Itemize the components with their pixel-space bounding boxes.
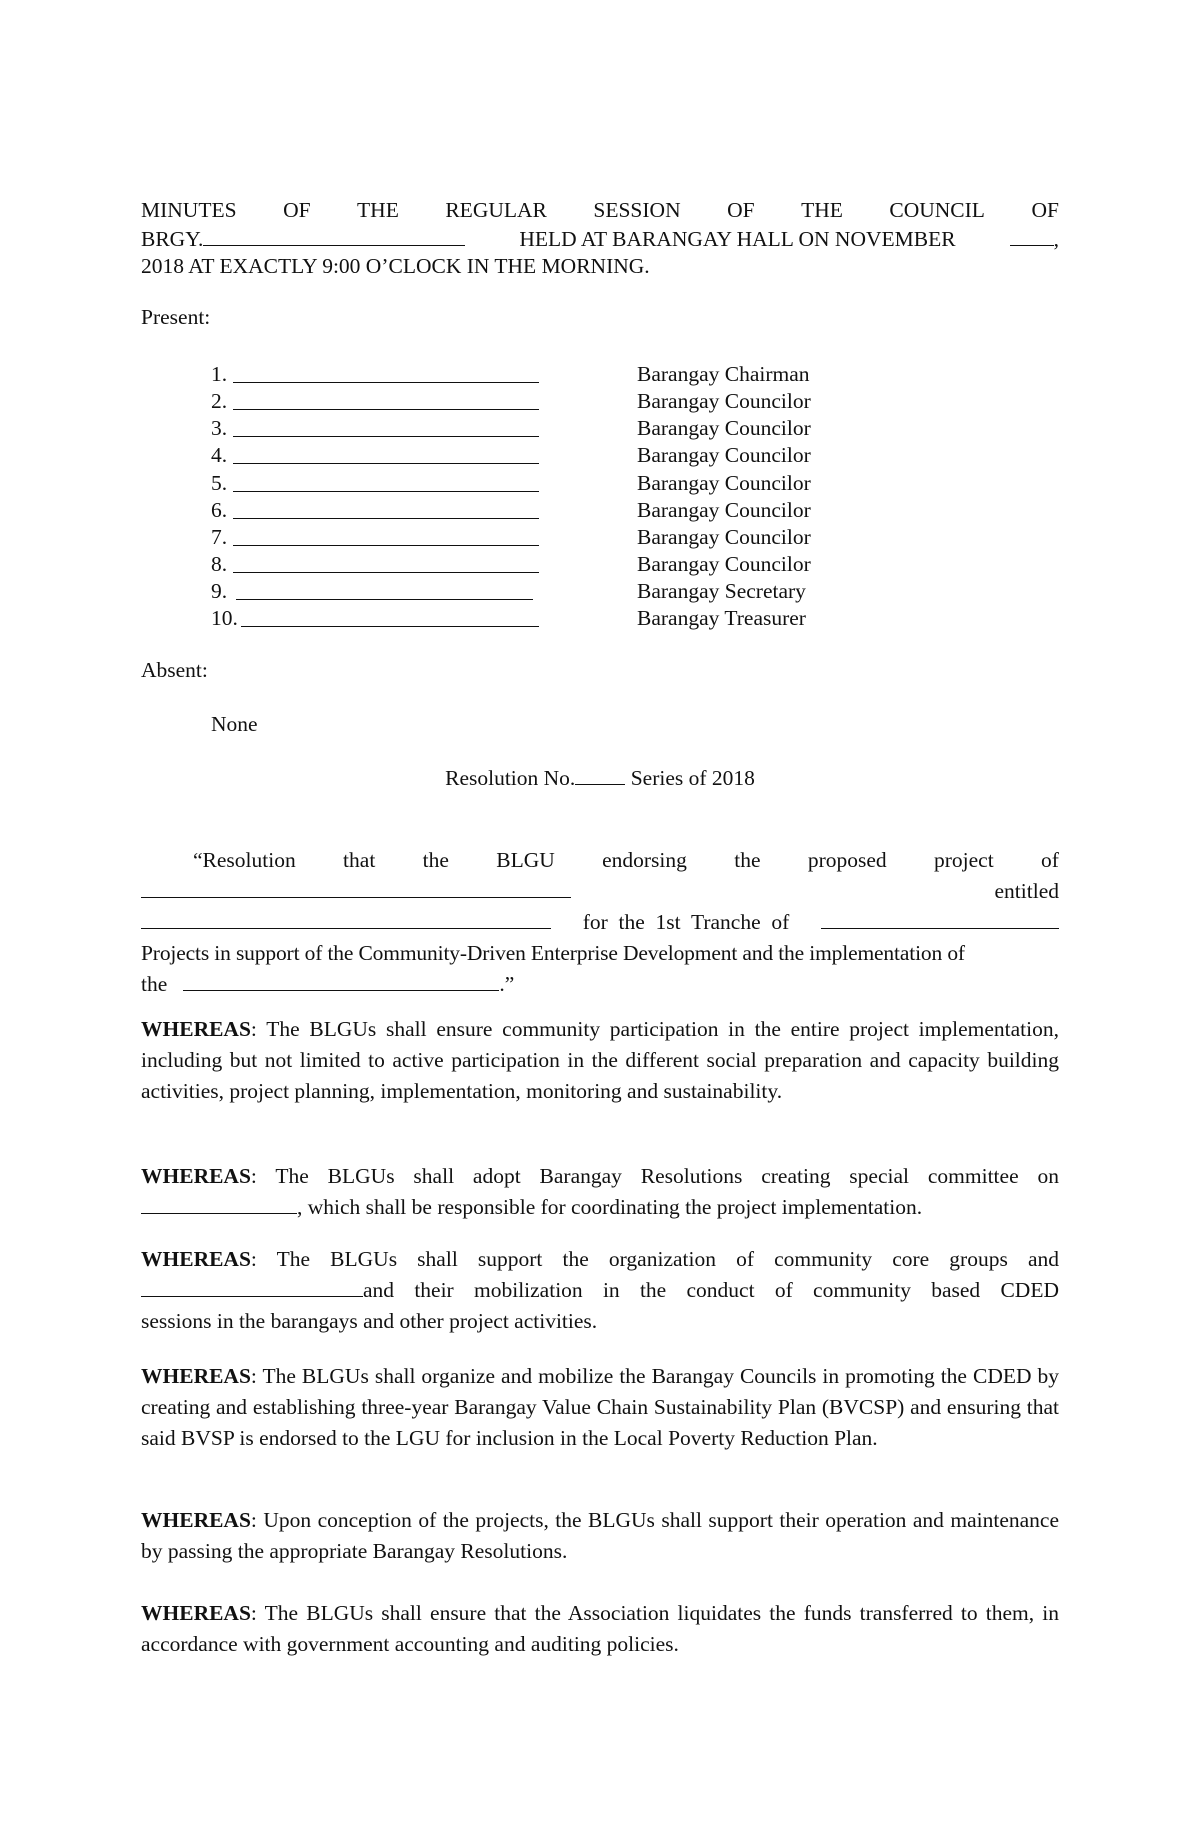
- resolution-line-1-word: that: [343, 848, 376, 872]
- minutes-header: [141, 198, 1059, 279]
- attendee-name-blank: [233, 527, 539, 546]
- committee-name-blank: [141, 1195, 297, 1214]
- attendee-name-blank: [233, 391, 539, 410]
- attendee-name-blank: [241, 608, 539, 627]
- whereas-paragraph-3: [141, 1247, 1059, 1340]
- attendee-row: [141, 362, 1059, 389]
- attendee-row: [141, 471, 1059, 498]
- attendee-role: Barangay Treasurer: [637, 606, 806, 630]
- attendee-role: Barangay Councilor: [637, 389, 811, 413]
- whereas-3-line-1: WHEREAS : The BLGUs shall support the organization of community core groups and: [141, 1247, 1059, 1278]
- header-line-1: [141, 198, 1059, 223]
- present-label: Present:: [141, 305, 211, 329]
- resolution-line-2: entitled: [141, 879, 1059, 910]
- attendee-row: [141, 416, 1059, 443]
- attendee-role: Barangay Chairman: [637, 362, 810, 386]
- whereas-2-line-2: , which shall be responsible for coordinating the project implementation.: [141, 1195, 1059, 1226]
- resolution-line-1-word: project: [933, 848, 994, 872]
- whereas-2-line-1: WHEREAS : The BLGUs shall adopt Barangay Resolutions creating special committee on: [141, 1164, 1059, 1195]
- whereas-3-line-2: and their mobilization in the conduct of community based CDED: [141, 1278, 1059, 1309]
- header-line-1-word: COUNCIL: [889, 198, 985, 222]
- whereas-3-line-3: sessions in the barangays and other project activities.: [141, 1309, 598, 1333]
- attendee-number: 1.: [211, 362, 228, 386]
- attendee-number: 2.: [211, 389, 228, 413]
- whereas-paragraph-2: [141, 1164, 1059, 1226]
- attendee-row: [141, 498, 1059, 525]
- header-line-3: 2018 AT EXACTLY 9:00 O’CLOCK IN THE MORNING.: [141, 254, 650, 278]
- resolution-line-1-word: endorsing: [602, 848, 687, 872]
- whereas-keyword: WHEREAS: [141, 1364, 251, 1388]
- header-line-1-word: MINUTES: [141, 198, 237, 222]
- attendee-number: 5.: [211, 471, 228, 495]
- tranche-blank: [821, 910, 1059, 929]
- attendee-role: Barangay Councilor: [637, 525, 811, 549]
- whereas-paragraph-1: WHEREAS: The BLGUs shall ensure community participation in the entire project implementation, including but not limited to active participation in the different social preparation and capacity building activities, project planning, implementation, monitoring and sustainability.: [141, 1017, 1059, 1103]
- header-line-1-word: OF: [727, 198, 755, 222]
- attendee-row: [141, 389, 1059, 416]
- resolution-line-1-word: BLGU: [496, 848, 555, 872]
- attendee-number: 4.: [211, 443, 228, 467]
- whereas-keyword: WHEREAS: [141, 1508, 251, 1532]
- whereas-paragraph-6: WHEREAS: The BLGUs shall ensure that the Association liquidates the funds transferred to them, in accordance with government accounting and auditing policies.: [141, 1601, 1059, 1656]
- attendee-row: [141, 606, 1059, 633]
- header-line-1-word: REGULAR: [445, 198, 547, 222]
- resolution-line-1-word: of: [1041, 848, 1059, 872]
- whereas-keyword: WHEREAS: [141, 1164, 251, 1188]
- attendee-row: [141, 552, 1059, 579]
- attendee-number: 3.: [211, 416, 228, 440]
- absent-value: None: [211, 712, 258, 736]
- attendee-name-blank: [233, 554, 539, 573]
- resolution-line-1-word: “Resolution: [193, 848, 296, 872]
- resolution-line-1-word: the: [734, 848, 761, 872]
- resolution-line-1-word: proposed: [807, 848, 887, 872]
- attendee-role: Barangay Councilor: [637, 416, 811, 440]
- header-line-1-word: THE: [357, 198, 399, 222]
- attendee-role: Barangay Councilor: [637, 552, 811, 576]
- attendee-number: 7.: [211, 525, 228, 549]
- header-line-1-word: THE: [801, 198, 843, 222]
- attendee-number: 9.: [211, 579, 228, 603]
- attendee-role: Barangay Councilor: [637, 498, 811, 522]
- resolution-number-blank: [575, 766, 625, 785]
- attendee-number: 10.: [211, 606, 238, 630]
- november-day-blank: [1010, 227, 1054, 246]
- absent-label: Absent:: [141, 658, 208, 682]
- whereas-paragraph-4: WHEREAS: The BLGUs shall organize and mobilize the Barangay Councils in promoting the CDED by creating and establishing three-year Barangay Value Chain Sustainability Plan (BVCSP) and ensuring that said BVSP is endorsed to the LGU for inclusion in the Local Poverty Reduction Plan.: [141, 1364, 1059, 1450]
- whereas-paragraph-5: WHEREAS: Upon conception of the projects, the BLGUs shall support their operation and maintenance by passing the appropriate Barangay Resolutions.: [141, 1508, 1059, 1563]
- header-line-2: [141, 227, 1059, 252]
- implementation-blank: [183, 972, 499, 991]
- resolution-line-3: for the 1st Tranche of: [141, 910, 1059, 941]
- core-group-blank: [141, 1278, 363, 1297]
- resolution-text: [141, 848, 1059, 1003]
- header-line-1-word: SESSION: [593, 198, 681, 222]
- header-date-blank-group: ,: [1010, 227, 1059, 252]
- attendee-name-blank: [233, 500, 539, 519]
- attendee-number: 6.: [211, 498, 228, 522]
- resolution-title: Resolution No. Series of 2018: [445, 766, 755, 790]
- attendee-role: Barangay Councilor: [637, 443, 811, 467]
- attendee-role: Barangay Secretary: [637, 579, 806, 603]
- attendee-name-blank: [236, 581, 533, 600]
- resolution-line-4: Projects in support of the Community-Driven Enterprise Development and the implementation of: [141, 941, 965, 965]
- resolution-line-1: [141, 848, 1059, 879]
- resolution-line-5: the .”: [141, 972, 515, 996]
- header-line-1-word: OF: [1031, 198, 1059, 222]
- header-held-text: HELD AT BARANGAY HALL ON NOVEMBER: [519, 227, 956, 251]
- attendee-list: [141, 362, 1059, 642]
- attendee-name-blank: [233, 445, 539, 464]
- resolution-line-1-word: the: [422, 848, 449, 872]
- attendee-name-blank: [233, 364, 539, 383]
- attendee-row: [141, 579, 1059, 606]
- whereas-keyword: WHEREAS: [141, 1601, 251, 1625]
- whereas-keyword: WHEREAS: [141, 1017, 251, 1041]
- attendee-row: [141, 525, 1059, 552]
- project-name-blank: [141, 879, 571, 898]
- attendee-role: Barangay Councilor: [637, 471, 811, 495]
- whereas-keyword: WHEREAS: [141, 1247, 251, 1271]
- attendee-row: [141, 443, 1059, 470]
- barangay-name-blank: [203, 227, 465, 246]
- header-brgy-prefix: BRGY.: [141, 227, 465, 252]
- attendee-number: 8.: [211, 552, 228, 576]
- attendee-name-blank: [233, 418, 539, 437]
- project-entitled-blank: [141, 910, 551, 929]
- attendee-name-blank: [233, 473, 539, 492]
- header-line-1-word: OF: [283, 198, 311, 222]
